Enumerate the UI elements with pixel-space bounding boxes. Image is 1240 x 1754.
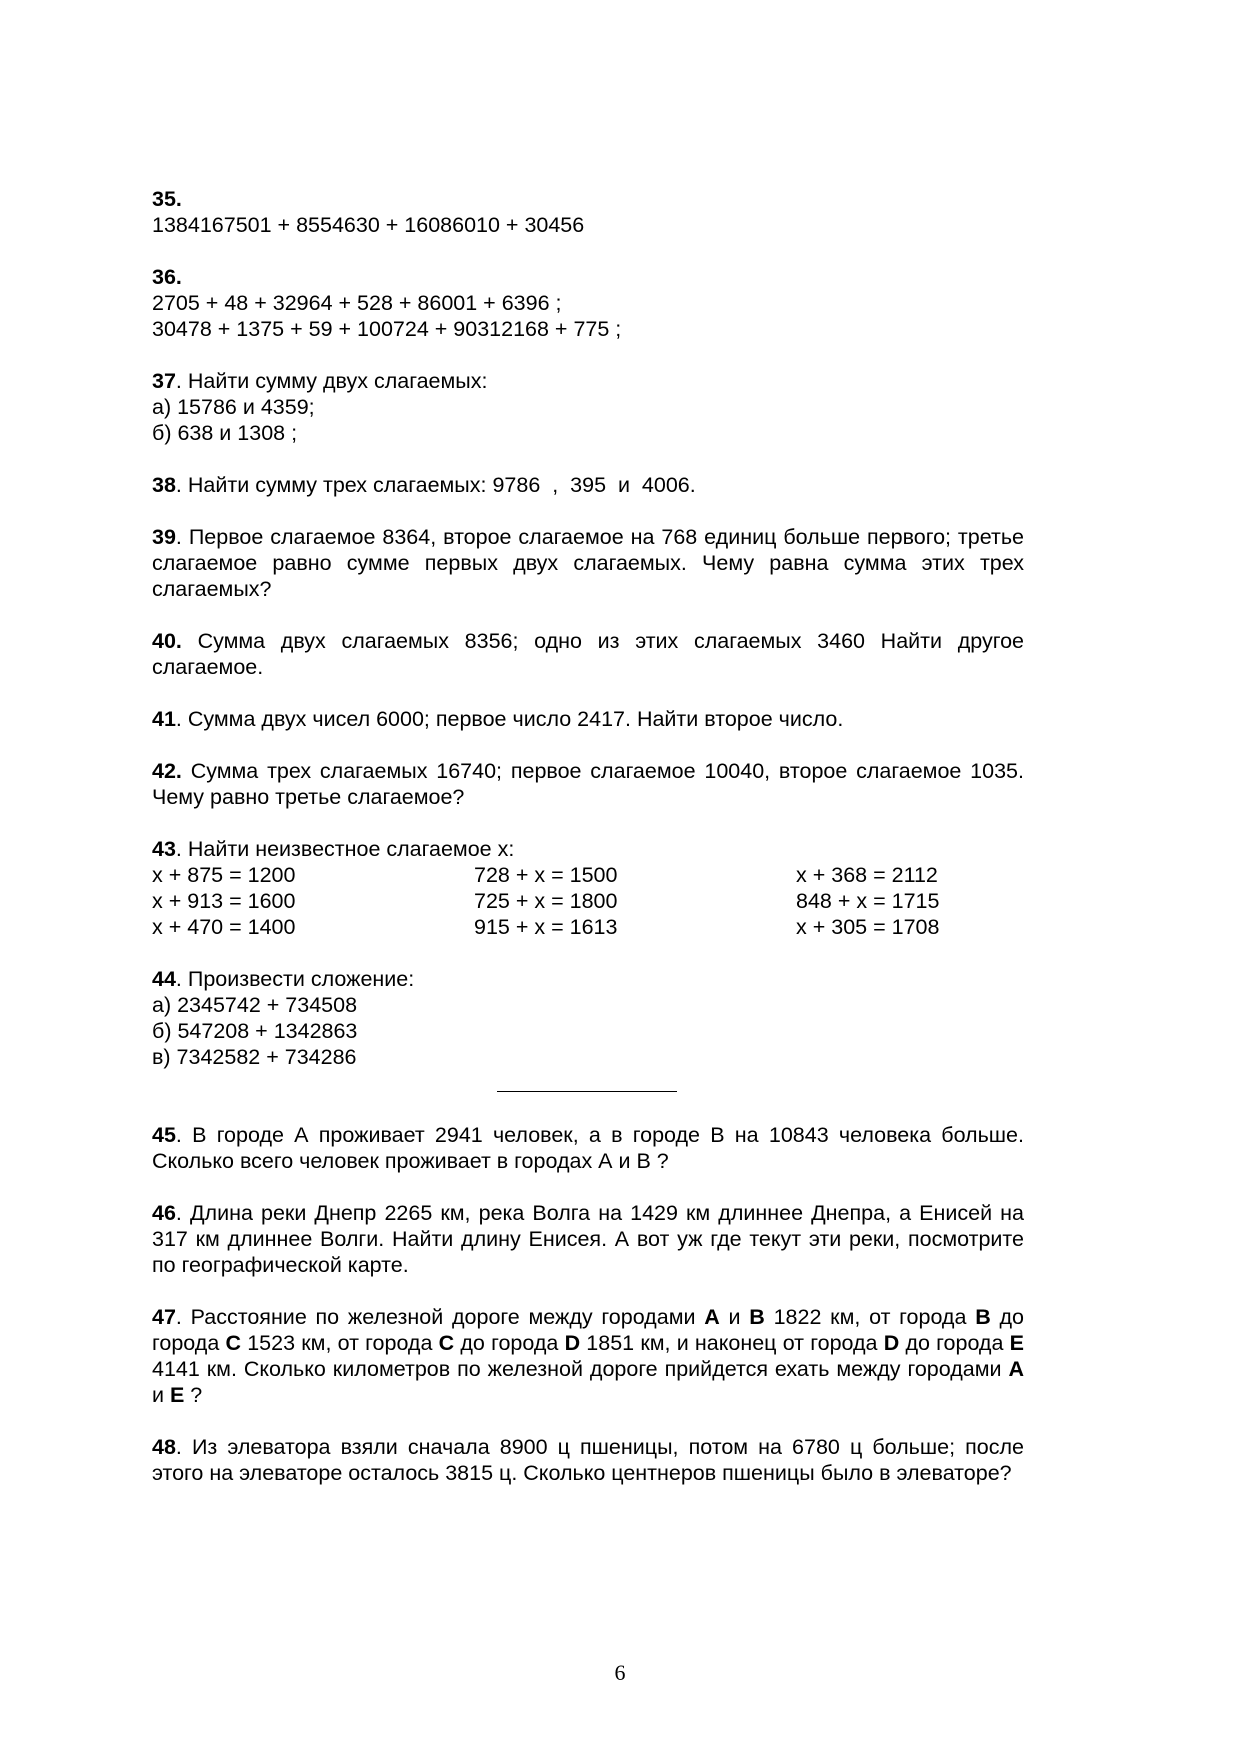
task-text: Сумма двух слагаемых 8356; одно из этих слагаемых 3460 Найти другое слагаемое. bbox=[152, 629, 1024, 679]
equation: x + 368 = 2112 bbox=[796, 863, 938, 887]
equation: x + 305 = 1708 bbox=[796, 915, 940, 939]
task-43 bbox=[152, 836, 1024, 940]
task-35 bbox=[152, 186, 1024, 238]
task-number: 46 bbox=[152, 1201, 176, 1225]
task-text: 1523 км, от города bbox=[241, 1331, 439, 1355]
city-label: E bbox=[169, 1383, 185, 1407]
task-44 bbox=[152, 966, 1024, 1070]
city-label: A bbox=[1008, 1357, 1024, 1381]
city-label: B bbox=[749, 1305, 765, 1329]
city-label: C bbox=[438, 1331, 455, 1355]
task-text: . Найти неизвестное слагаемое x: bbox=[175, 837, 515, 861]
equation: x + 470 = 1400 bbox=[152, 915, 296, 939]
task-41 bbox=[152, 706, 1024, 732]
task-number: 35. bbox=[152, 187, 182, 211]
equation: 725 + x = 1800 bbox=[474, 889, 618, 913]
task-text: . Из элеватора взяли сначала 8900 ц пшеницы, потом на 6780 ц больше; после этого на элеваторе осталось 3815 ц. Сколько центнеров пшеницы было в элеваторе? bbox=[152, 1435, 1024, 1485]
equation: x + 875 = 1200 bbox=[152, 863, 296, 887]
task-number: 47 bbox=[152, 1305, 176, 1329]
task-text: . Сумма двух чисел 6000; первое число 2417. Найти второе число. bbox=[175, 707, 844, 731]
task-item: б) 638 и 1308 ; bbox=[152, 421, 298, 445]
city-label: E bbox=[1009, 1331, 1024, 1355]
task-text: до города bbox=[899, 1331, 1010, 1355]
task-text: до города bbox=[454, 1331, 565, 1355]
task-number: 36. bbox=[152, 265, 182, 289]
city-label: D bbox=[564, 1331, 581, 1355]
task-number: 48 bbox=[152, 1435, 176, 1459]
task-item: а) 15786 и 4359; bbox=[152, 395, 315, 419]
task-text: . Произвести сложение: bbox=[175, 967, 415, 991]
task-item: а) 2345742 + 734508 bbox=[152, 993, 358, 1017]
task-number: 44 bbox=[152, 967, 176, 991]
city-label: C bbox=[225, 1331, 242, 1355]
equation: 728 + x = 1500 bbox=[474, 863, 618, 887]
document-page bbox=[152, 186, 1024, 1512]
task-text: Сумма трех слагаемых 16740; первое слагаемое 10040, второе слагаемое 1035. Чему равно третье слагаемое? bbox=[152, 759, 1024, 809]
task-38 bbox=[152, 472, 1024, 498]
task-39 bbox=[152, 524, 1024, 602]
equation: 915 + x = 1613 bbox=[474, 915, 618, 939]
task-40 bbox=[152, 628, 1024, 680]
task-number: 43 bbox=[152, 837, 176, 861]
task-text: и bbox=[719, 1305, 750, 1329]
task-text: 1822 км, от города bbox=[764, 1305, 976, 1329]
task-text: 4141 км. Сколько километров по железной дороге прийдется ехать между городами bbox=[152, 1357, 1009, 1381]
task-text: . В городе А проживает 2941 человек, а в городе В на 10843 человека больше. Сколько всего человек проживает в городах А и В ? bbox=[152, 1123, 1024, 1173]
task-text: до города bbox=[152, 1305, 1024, 1355]
city-label: A bbox=[704, 1305, 720, 1329]
expression: 2705 + 48 + 32964 + 528 + 86001 + 6396 ; bbox=[152, 291, 562, 315]
task-item: б) 547208 + 1342863 bbox=[152, 1019, 358, 1043]
expression: 1384167501 + 8554630 + 16086010 + 30456 bbox=[152, 213, 585, 237]
expression: 30478 + 1375 + 59 + 100724 + 90312168 + 775 ; bbox=[152, 317, 622, 341]
page-number: 6 bbox=[614, 1660, 626, 1685]
task-number: 37 bbox=[152, 369, 176, 393]
task-number: 40. bbox=[152, 629, 182, 653]
equation: 848 + x = 1715 bbox=[796, 889, 940, 913]
city-label: B bbox=[975, 1305, 991, 1329]
task-45 bbox=[152, 1122, 1024, 1174]
task-text: 1851 км, и наконец от города bbox=[580, 1331, 884, 1355]
task-number: 39 bbox=[152, 525, 176, 549]
task-48 bbox=[152, 1434, 1024, 1486]
task-46 bbox=[152, 1200, 1024, 1278]
task-item: в) 7342582 + 734286 bbox=[152, 1045, 357, 1069]
task-text: и bbox=[152, 1383, 170, 1407]
equation-grid bbox=[152, 862, 1024, 940]
task-text: ? bbox=[184, 1383, 203, 1407]
task-number: 45 bbox=[152, 1123, 176, 1147]
task-text: . Найти сумму двух слагаемых: bbox=[175, 369, 488, 393]
task-text: . Первое слагаемое 8364, второе слагаемое на 768 единиц больше первого; третье слагаемое равно сумме первых двух слагаемых. Чему равна сумма этих трех слагаемых? bbox=[152, 525, 1024, 601]
city-label: D bbox=[883, 1331, 900, 1355]
task-36 bbox=[152, 264, 1024, 342]
task-text: . Найти сумму трех слагаемых: 9786 , 395 и 4006. bbox=[175, 473, 696, 497]
task-text: . Расстояние по железной дороге между городами bbox=[175, 1305, 705, 1329]
task-37 bbox=[152, 368, 1024, 446]
task-47 bbox=[152, 1304, 1024, 1408]
task-number: 38 bbox=[152, 473, 176, 497]
task-42 bbox=[152, 758, 1024, 810]
task-text: . Длина реки Днепр 2265 км, река Волга на 1429 км длиннее Днепра, а Енисей на 317 км длиннее Волги. Найти длину Енисея. А вот уж где текут эти реки, посмотрите по географической карте. bbox=[152, 1201, 1024, 1277]
equation: x + 913 = 1600 bbox=[152, 889, 296, 913]
task-number: 41 bbox=[152, 707, 176, 731]
task-number: 42. bbox=[152, 759, 182, 783]
section-divider bbox=[497, 1091, 677, 1092]
